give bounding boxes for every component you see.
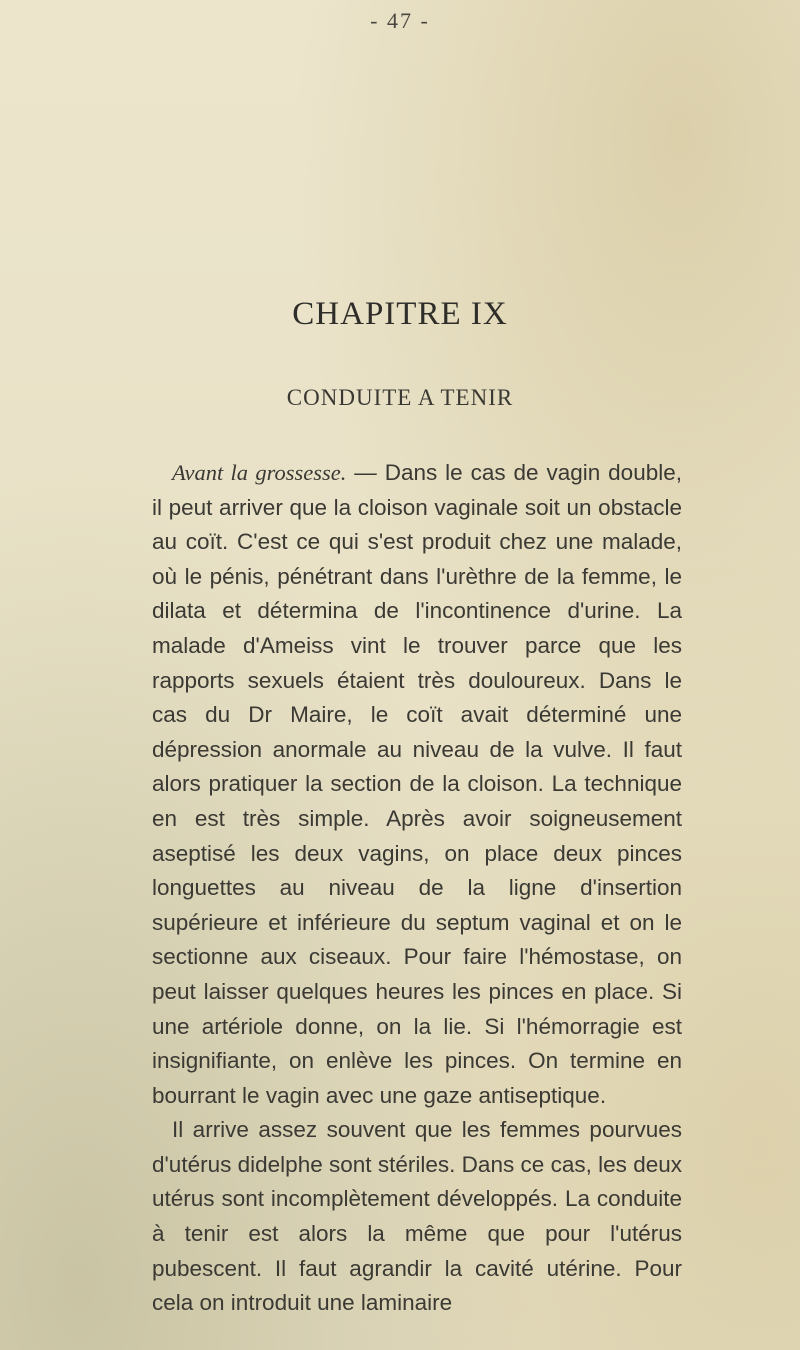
chapter-subtitle: CONDUITE A TENIR — [286, 385, 514, 410]
section-lead: Avant la grossesse. — [172, 460, 347, 485]
paragraph — [152, 456, 682, 1113]
paragraph — [152, 1113, 682, 1321]
paragraph-text: — Dans le cas de vagin double, il peut arriver que la cloison vaginale soit un obstacle au coït. C'est ce qui s'est produit chez une malade, où le pénis, pénétrant dans l'urèthre de la femme, le dilata et détermina de l'incontinence d'urine. La malade d'Ameiss vint le trouver parce que les rapports sexuels étaient très douloureux. Dans le cas du Dr Maire, le coït avait déterminé une dépression anormale au niveau de la vulve. Il faut alors pratiquer la section de la cloison. La technique en est très simple. Après avoir soigneusement aseptisé les deux vagins, on place deux pinces longuettes au niveau de la ligne d'insertion supérieure et inférieure du septum vaginal et on le sectionne aux ciseaux. Pour faire l'hémostase, on peut laisser quelques heures les pinces en place. Si une artériole donne, on la lie. Si l'hémorragie est insignifiante, on enlève les pinces. On termine en bourrant le vagin avec une gaze antiseptique. — [152, 460, 682, 1108]
body-text — [152, 456, 682, 1321]
paragraph-text: Il arrive assez souvent que les femmes pourvues d'utérus didelphe sont stériles. Dans ce cas, les deux utérus sont incomplètement développés. La conduite à tenir est alors la même que pour l'utérus pubescent. Il faut agrandir la cavité utérine. Pour cela on introduit une laminaire — [152, 1117, 682, 1316]
chapter-title: CHAPITRE IX — [292, 296, 508, 332]
page-number: - 47 - — [370, 8, 430, 33]
